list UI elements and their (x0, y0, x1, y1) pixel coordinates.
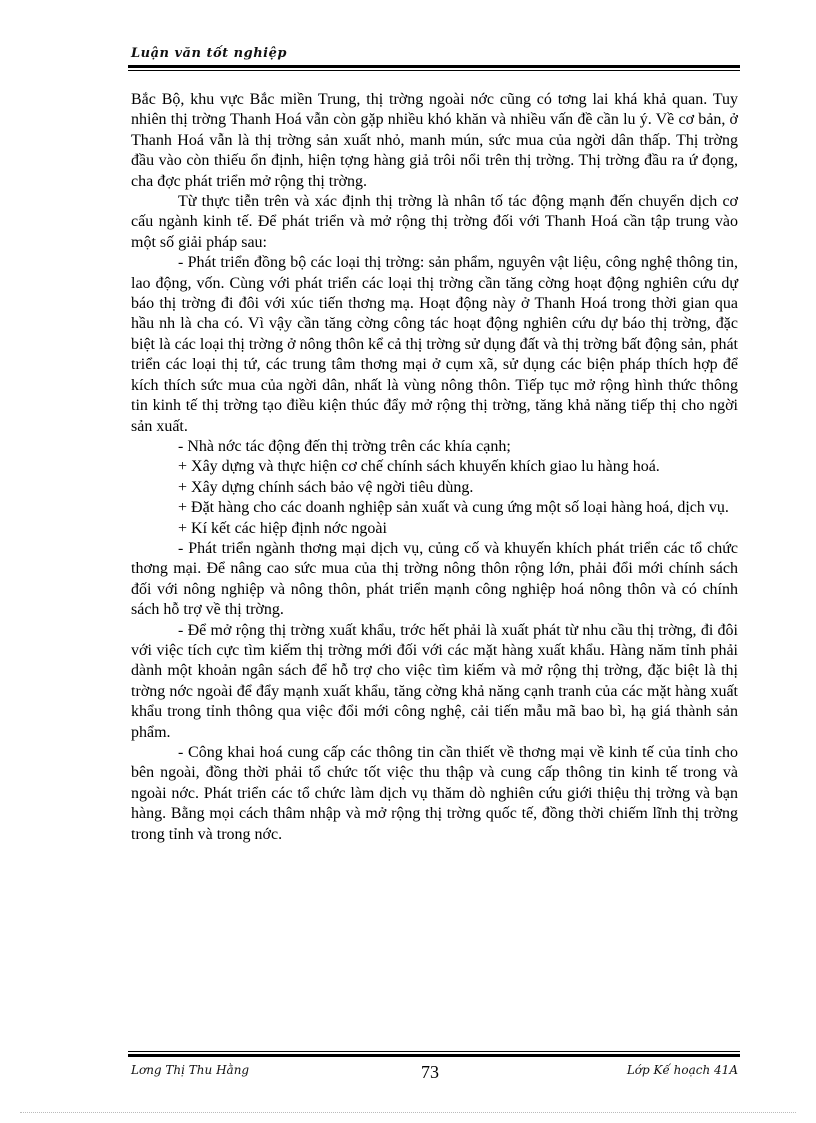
footer-rule-thin (128, 1051, 740, 1052)
paragraph: - Nhà nớc tác động đến thị trờng trên các khía cạnh; (178, 437, 511, 455)
footer-class-name: Lớp Kế hoạch 41A (626, 1063, 738, 1077)
paragraph: - Để mở rộng thị trờng xuất khẩu, trớc hết phải là xuất phát từ nhu cầu thị trờng, đi đôi với việc tích cực tìm kiếm thị trờng mới đối với các mặt hàng xuất khẩu. Hàng năm tỉnh phải dành một khoản ngân sách để hỗ trợ cho việc tìm kiếm và mở rộng thị trờng, đặc biệt là thị trờng nớc ngoài để đẩy mạnh xuất khẩu, tăng cờng khả năng cạnh tranh của các mặt hàng xuất khẩu trong tỉnh thông qua việc đổi mới công nghệ, cải tiến mẫu mã bao bì, hạ giá thành sản phẩm. (131, 621, 738, 741)
paragraph: - Phát triển ngành thơng mại dịch vụ, củng cố và khuyến khích phát triển các tổ chức thơng mại. Để nâng cao sức mua của thị trờng nông thôn rộng lớn, phải đổi mới chính sách đối với nông nghiệp và nông thôn, phát triển mạnh công nghiệp hoá nông thôn và có chính sách hỗ trợ về thị trờng. (131, 539, 738, 619)
paragraph: - Công khai hoá cung cấp các thông tin cần thiết về thơng mại về kinh tế của tỉnh cho bên ngoài, đồng thời phải tổ chức tốt việc thu thập và cung cấp thông tin kinh tế trong và ngoài nớc. Phát triển các tổ chức làm dịch vụ thăm dò nghiên cứu giới thiệu thị trờng và bạn hàng. Bằng mọi cách thâm nhập và mở rộng thị trờng quốc tế, đồng thời chiếm lĩnh thị trờng trong tỉnh và trong nớc. (131, 744, 738, 843)
paragraph: Bắc Bộ, khu vực Bắc miền Trung, thị trờng ngoài nớc cũng có tơng lai khá khả quan. Tuy nhiên thị trờng Thanh Hoá vẫn còn gặp nhiều khó khăn và nhiều vấn đề cần lu ý. Về cơ bản, ở Thanh Hoá vẫn là thị trờng sản xuất nhỏ, manh mún, sức mua của ngời dân thấp. Thị trờng đầu vào còn thiếu ổn định, hiện tợng hàng giả trôi nổi trên thị trờng. Thị trờng đầu ra ứ đọng, cha đợc phát triển mở rộng thị trờng. (131, 91, 738, 190)
paragraph: + Đặt hàng cho các doanh nghiệp sản xuất và cung ứng một số loại hàng hoá, dịch vụ. (178, 499, 729, 517)
paragraph: + Xây dựng và thực hiện cơ chế chính sách khuyến khích giao lu hàng hoá. (178, 458, 660, 476)
body-text (131, 90, 738, 845)
paragraph: Từ thực tiễn trên và xác định thị trờng là nhân tố tác động mạnh đến chuyển dịch cơ cấu ngành kinh tế. Để phát triển và mở rộng thị trờng đối với Thanh Hoá cần tập trung vào một số giải pháp sau: (131, 193, 738, 251)
header-rule-thick (128, 65, 740, 68)
footer-rule-thick (128, 1054, 740, 1057)
paragraph: + Kí kết các hiệp định nớc ngoài (178, 519, 387, 537)
paragraph: - Phát triển đồng bộ các loại thị trờng: sản phẩm, nguyên vật liệu, công nghệ thông tin, lao động, vốn. Cùng với phát triển các loại thị trờng cần tăng cờng hoạt động nghiên cứu dự báo thị trờng đi đôi với xúc tiến thơng mạ. Hoạt động này ở Thanh Hoá trong thời gian qua hầu nh là cha có. Vì vậy cần tăng cờng công tác hoạt động nghiên cứu dự báo thị trờng, đặc biệt là các loại thị trờng ở nông thôn kể cả thị trờng sử dụng đất và thị trờng bất động sản, phát triển các loại thị tứ, các trung tâm thơng mại ở cụm xã, sử dụng các biện pháp thích hợp để kích thích sức mua của ngời dân, nhất là vùng nông thôn. Tiếp tục mở rộng hình thức thông tin kinh tế thị trờng tạo điều kiện thúc đẩy mở rộng thị trờng, tăng khả năng tiếp thị cho ngời sản xuất. (131, 254, 738, 435)
paragraph: + Xây dựng chính sách bảo vệ ngời tiêu dùng. (178, 478, 474, 496)
footer-author: Lơng Thị Thu Hằng (131, 1063, 250, 1077)
header-title: Luận văn tốt nghiệp (131, 46, 287, 61)
page-number: 73 (421, 1062, 439, 1082)
header-rule-thin (128, 70, 740, 71)
bottom-dotted-edge (20, 1112, 796, 1113)
